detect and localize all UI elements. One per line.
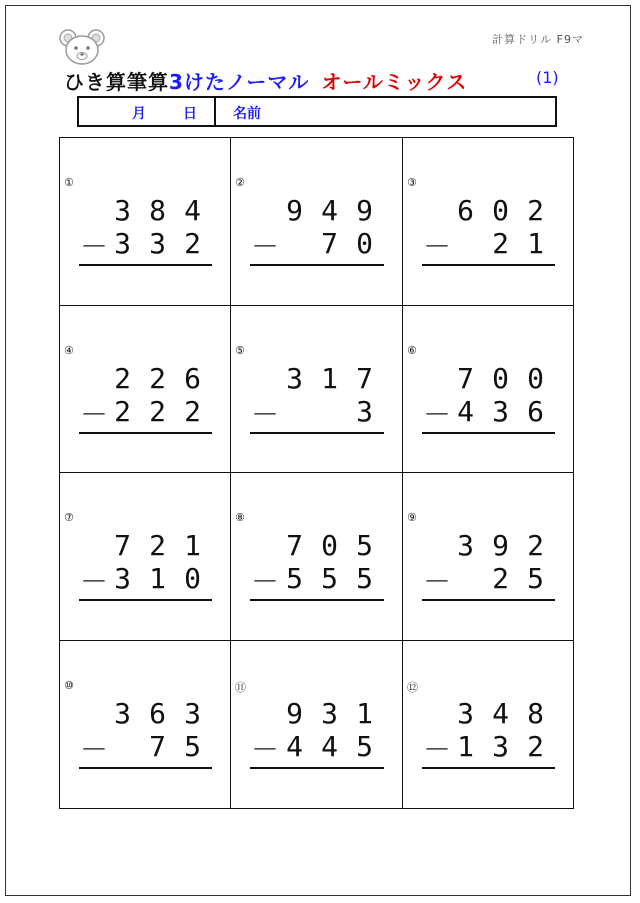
digits bbox=[105, 697, 210, 730]
digit bbox=[448, 227, 483, 260]
digit: 9 bbox=[286, 696, 303, 730]
digit: 6 bbox=[457, 194, 474, 227]
answer-line bbox=[422, 264, 555, 266]
digit: 7 bbox=[149, 729, 166, 763]
problem-number: ④ bbox=[64, 343, 74, 357]
subtrahend-row bbox=[60, 729, 230, 766]
digit: 8 bbox=[149, 194, 166, 227]
digits bbox=[277, 194, 382, 227]
digits bbox=[277, 362, 382, 395]
name-date-box bbox=[77, 96, 557, 127]
minuend-row bbox=[403, 697, 573, 729]
minuend-row bbox=[403, 362, 573, 394]
answer-line bbox=[79, 767, 212, 769]
problem-number: ② bbox=[235, 176, 245, 189]
digit: 7 bbox=[114, 529, 131, 562]
title-part-1: ひき算筆算 bbox=[64, 70, 169, 94]
digit: 1 bbox=[457, 729, 474, 763]
problem-number: ⑤ bbox=[235, 343, 245, 357]
subtrahend-row bbox=[231, 562, 402, 598]
subtrahend-row bbox=[60, 562, 230, 598]
digit: 5 bbox=[356, 729, 373, 763]
minuend-row bbox=[231, 362, 402, 394]
bear-face-icon bbox=[58, 28, 106, 66]
minus-sign: － bbox=[80, 230, 109, 263]
minus-sign: － bbox=[251, 732, 280, 766]
minuend-row bbox=[60, 194, 230, 226]
digit: 3 bbox=[492, 394, 509, 428]
digit: 0 bbox=[492, 194, 509, 227]
problem-cell bbox=[60, 641, 231, 809]
digit: 9 bbox=[356, 194, 373, 227]
drill-code: 計算ドリル F9マ bbox=[492, 33, 584, 46]
answer-line bbox=[79, 264, 212, 266]
answer-line bbox=[250, 599, 384, 601]
digit: 3 bbox=[457, 529, 474, 562]
minus-sign: － bbox=[251, 230, 280, 263]
answer-line bbox=[79, 432, 212, 434]
problem-cell bbox=[403, 306, 573, 474]
digit: 4 bbox=[286, 729, 303, 763]
digit: 4 bbox=[457, 394, 474, 428]
minus-sign: － bbox=[423, 397, 452, 431]
answer-line bbox=[250, 432, 384, 434]
answer-line bbox=[422, 599, 555, 601]
digit: 1 bbox=[149, 562, 166, 595]
digit: 3 bbox=[286, 361, 303, 395]
digit: 2 bbox=[149, 529, 166, 562]
digits bbox=[448, 697, 553, 730]
digit: 7 bbox=[356, 361, 373, 395]
digit: 2 bbox=[184, 394, 201, 428]
digit: 5 bbox=[527, 562, 544, 595]
digit bbox=[312, 395, 347, 428]
problem-cell bbox=[403, 641, 573, 809]
problem-number: ① bbox=[64, 176, 74, 189]
subtrahend-row bbox=[403, 729, 573, 766]
answer-line bbox=[79, 599, 212, 601]
digit: 3 bbox=[457, 696, 474, 730]
digit: 3 bbox=[114, 696, 131, 730]
digit: 2 bbox=[527, 194, 544, 227]
problem-number: ⑨ bbox=[407, 511, 417, 524]
problem-number: ③ bbox=[407, 176, 417, 189]
digit: 4 bbox=[321, 194, 338, 227]
digits bbox=[448, 529, 553, 562]
subtrahend-row bbox=[60, 394, 230, 431]
minuend-row bbox=[403, 194, 573, 226]
problem-cell bbox=[60, 138, 231, 306]
digit: 5 bbox=[356, 529, 373, 562]
digit: 1 bbox=[527, 227, 544, 260]
digit: 2 bbox=[492, 562, 509, 595]
problem-number: ⑧ bbox=[235, 511, 245, 524]
minus-sign: － bbox=[80, 732, 109, 766]
digit: 3 bbox=[114, 227, 131, 260]
digit bbox=[277, 227, 312, 260]
digit: 7 bbox=[457, 361, 474, 395]
problem-number: ⑪ bbox=[235, 680, 246, 694]
digits bbox=[277, 227, 382, 260]
minuend-row bbox=[403, 529, 573, 561]
digits bbox=[448, 562, 553, 595]
minus-sign: － bbox=[423, 565, 452, 598]
digits bbox=[105, 227, 210, 260]
digit: 6 bbox=[149, 696, 166, 730]
answer-line bbox=[422, 432, 555, 434]
digit: 3 bbox=[321, 696, 338, 730]
digit: 3 bbox=[356, 394, 373, 428]
digit: 4 bbox=[321, 729, 338, 763]
worksheet-title bbox=[64, 66, 467, 95]
digits bbox=[277, 529, 382, 562]
minuend-row bbox=[231, 529, 402, 561]
digit: 2 bbox=[149, 361, 166, 395]
digit: 0 bbox=[184, 562, 201, 595]
minuend-row bbox=[231, 194, 402, 226]
name-label: 名前 bbox=[233, 106, 261, 122]
digit: 2 bbox=[149, 394, 166, 428]
digit: 0 bbox=[321, 529, 338, 562]
subtrahend-row bbox=[231, 227, 402, 263]
digit: 5 bbox=[286, 562, 303, 595]
subtrahend-row bbox=[403, 562, 573, 598]
digit: 2 bbox=[114, 361, 131, 395]
digit: 5 bbox=[184, 729, 201, 763]
digit: 2 bbox=[114, 394, 131, 428]
digits bbox=[105, 562, 210, 595]
minuend-row bbox=[60, 362, 230, 394]
digit: 3 bbox=[114, 562, 131, 595]
digit: 1 bbox=[321, 361, 338, 395]
digit: 0 bbox=[492, 361, 509, 395]
digit: 7 bbox=[286, 529, 303, 562]
digit: 3 bbox=[114, 194, 131, 227]
problem-cell bbox=[231, 138, 403, 306]
digits bbox=[105, 730, 210, 763]
digit: 2 bbox=[527, 529, 544, 562]
answer-line bbox=[250, 264, 384, 266]
problem-cell bbox=[231, 641, 403, 809]
minuend-row bbox=[60, 529, 230, 561]
digit: 3 bbox=[184, 696, 201, 730]
digit: 9 bbox=[492, 529, 509, 562]
subtrahend-row bbox=[403, 227, 573, 263]
digit: 1 bbox=[356, 696, 373, 730]
name-box-divider bbox=[214, 98, 216, 125]
problem-cell bbox=[60, 306, 231, 474]
digit: 8 bbox=[527, 696, 544, 730]
title-part-3: オールミックス bbox=[321, 70, 468, 94]
digit: 9 bbox=[286, 194, 303, 227]
minuend-row bbox=[231, 697, 402, 729]
digits bbox=[105, 194, 210, 227]
digits bbox=[277, 395, 382, 428]
sheet-number: (1) bbox=[536, 68, 559, 87]
minus-sign: － bbox=[80, 565, 109, 598]
minus-sign: － bbox=[251, 565, 280, 598]
problem-cell bbox=[403, 473, 573, 641]
problem-number: ⑫ bbox=[407, 680, 418, 694]
digit bbox=[277, 395, 312, 428]
digits bbox=[448, 395, 553, 428]
digits bbox=[448, 730, 553, 763]
digits bbox=[448, 194, 553, 227]
minus-sign: － bbox=[423, 732, 452, 766]
digit: 3 bbox=[492, 729, 509, 763]
minus-sign: － bbox=[251, 397, 280, 431]
digits bbox=[105, 529, 210, 562]
digit: 6 bbox=[527, 394, 544, 428]
digit: 6 bbox=[184, 361, 201, 395]
digit: 7 bbox=[321, 227, 338, 260]
digit bbox=[448, 562, 483, 595]
subtrahend-row bbox=[231, 394, 402, 431]
digit: 0 bbox=[356, 227, 373, 260]
digits bbox=[277, 730, 382, 763]
problem-cell bbox=[231, 306, 403, 474]
subtrahend-row bbox=[403, 394, 573, 431]
digit: 0 bbox=[527, 361, 544, 395]
digits bbox=[277, 562, 382, 595]
digits bbox=[105, 395, 210, 428]
title-part-2: 3けたノーマル bbox=[169, 70, 310, 94]
problem-number: ⑩ bbox=[64, 678, 74, 692]
digit bbox=[105, 730, 140, 763]
problem-cell bbox=[60, 473, 231, 641]
month-label: 月 bbox=[132, 106, 146, 122]
digit: 5 bbox=[356, 562, 373, 595]
minuend-row bbox=[60, 697, 230, 729]
digits bbox=[448, 362, 553, 395]
answer-line bbox=[250, 767, 384, 769]
problem-number: ⑦ bbox=[64, 511, 74, 524]
digit: 2 bbox=[184, 227, 201, 260]
digit: 4 bbox=[184, 194, 201, 227]
digit: 3 bbox=[149, 227, 166, 260]
problem-number: ⑥ bbox=[407, 343, 417, 357]
subtrahend-row bbox=[231, 729, 402, 766]
day-label: 日 bbox=[183, 106, 197, 122]
digits bbox=[448, 227, 553, 260]
minus-sign: － bbox=[80, 397, 109, 431]
problem-grid bbox=[59, 137, 574, 809]
digit: 5 bbox=[321, 562, 338, 595]
problem-cell bbox=[403, 138, 573, 306]
digit: 1 bbox=[184, 529, 201, 562]
digits bbox=[105, 362, 210, 395]
subtrahend-row bbox=[60, 227, 230, 263]
digit: 2 bbox=[492, 227, 509, 260]
digit: 2 bbox=[527, 729, 544, 763]
digits bbox=[277, 697, 382, 730]
answer-line bbox=[422, 767, 555, 769]
minus-sign: － bbox=[423, 230, 452, 263]
problem-cell bbox=[231, 473, 403, 641]
digit: 4 bbox=[492, 696, 509, 730]
